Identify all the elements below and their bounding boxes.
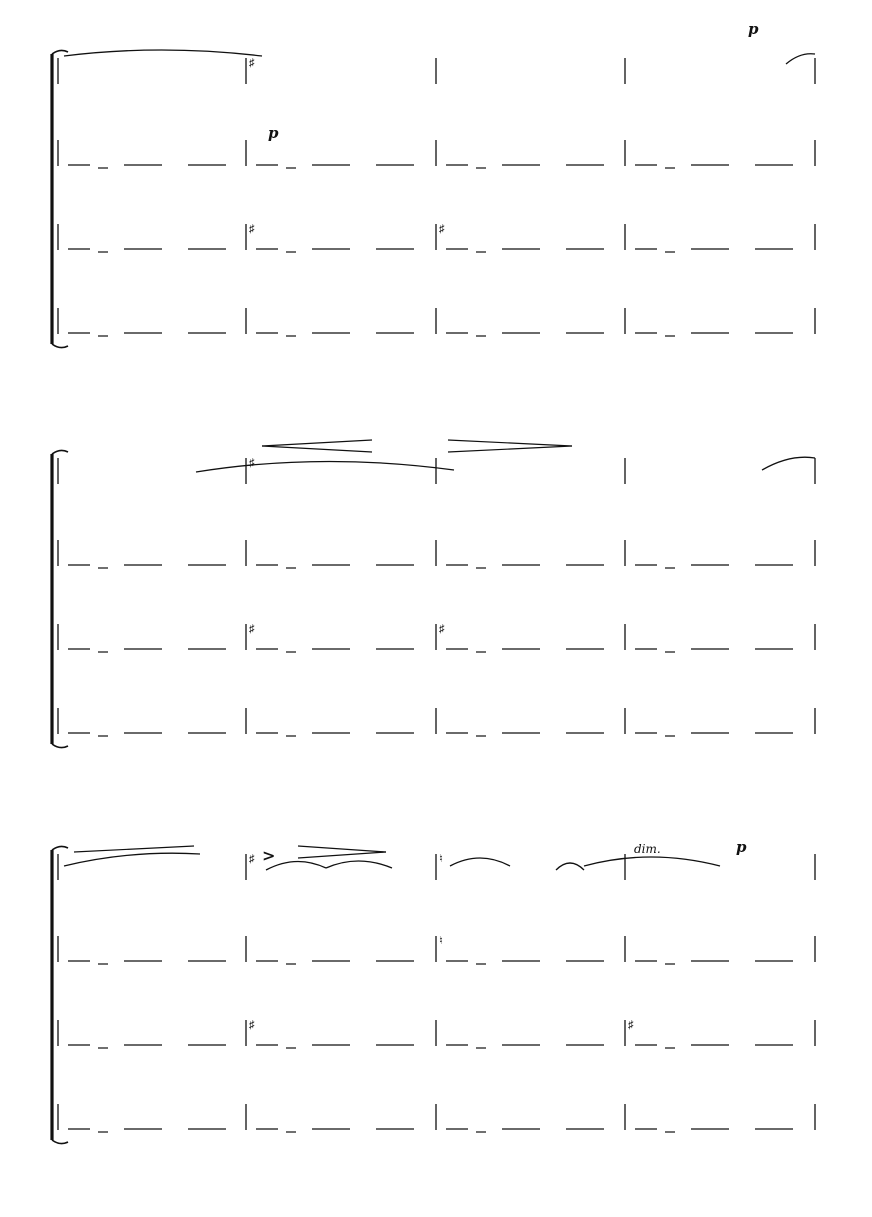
bracket-hook-top	[52, 450, 68, 454]
decrescendo	[298, 852, 386, 858]
dynamic-p: p	[268, 124, 279, 142]
slur	[556, 863, 584, 870]
bracket-hook-bottom	[52, 1140, 68, 1144]
slur	[762, 457, 815, 470]
decrescendo	[448, 440, 572, 446]
accidental: ♯	[249, 853, 255, 865]
bracket-hook-bottom	[52, 344, 68, 348]
accidental: ♮	[439, 853, 443, 865]
slur	[584, 857, 720, 866]
bracket-hook-top	[52, 50, 68, 54]
accent-mark: >	[262, 846, 276, 865]
accidental: ♯	[439, 223, 445, 235]
slur	[450, 858, 510, 866]
dynamic-p: p	[748, 20, 759, 38]
slur	[64, 853, 200, 866]
dynamic-dim: dim.	[634, 842, 661, 856]
crescendo-tail	[74, 846, 194, 852]
accidental: ♯	[249, 457, 255, 469]
accidental: ♯	[249, 623, 255, 635]
slur	[326, 861, 392, 868]
accidental: ♯	[628, 1019, 634, 1031]
slur	[64, 50, 262, 56]
crescendo	[262, 440, 372, 446]
slur	[196, 461, 454, 472]
slur	[786, 54, 815, 64]
crescendo	[262, 446, 372, 452]
accidental: ♯	[249, 1019, 255, 1031]
accidental: ♯	[249, 57, 255, 69]
accidental: ♮	[439, 935, 443, 947]
accidental: ♯	[249, 223, 255, 235]
bracket-hook-bottom	[52, 744, 68, 748]
accidental: ♯	[439, 623, 445, 635]
bracket-hook-top	[52, 846, 68, 850]
decrescendo	[298, 846, 386, 852]
decrescendo	[448, 446, 572, 452]
dynamic-p: p	[736, 838, 747, 856]
